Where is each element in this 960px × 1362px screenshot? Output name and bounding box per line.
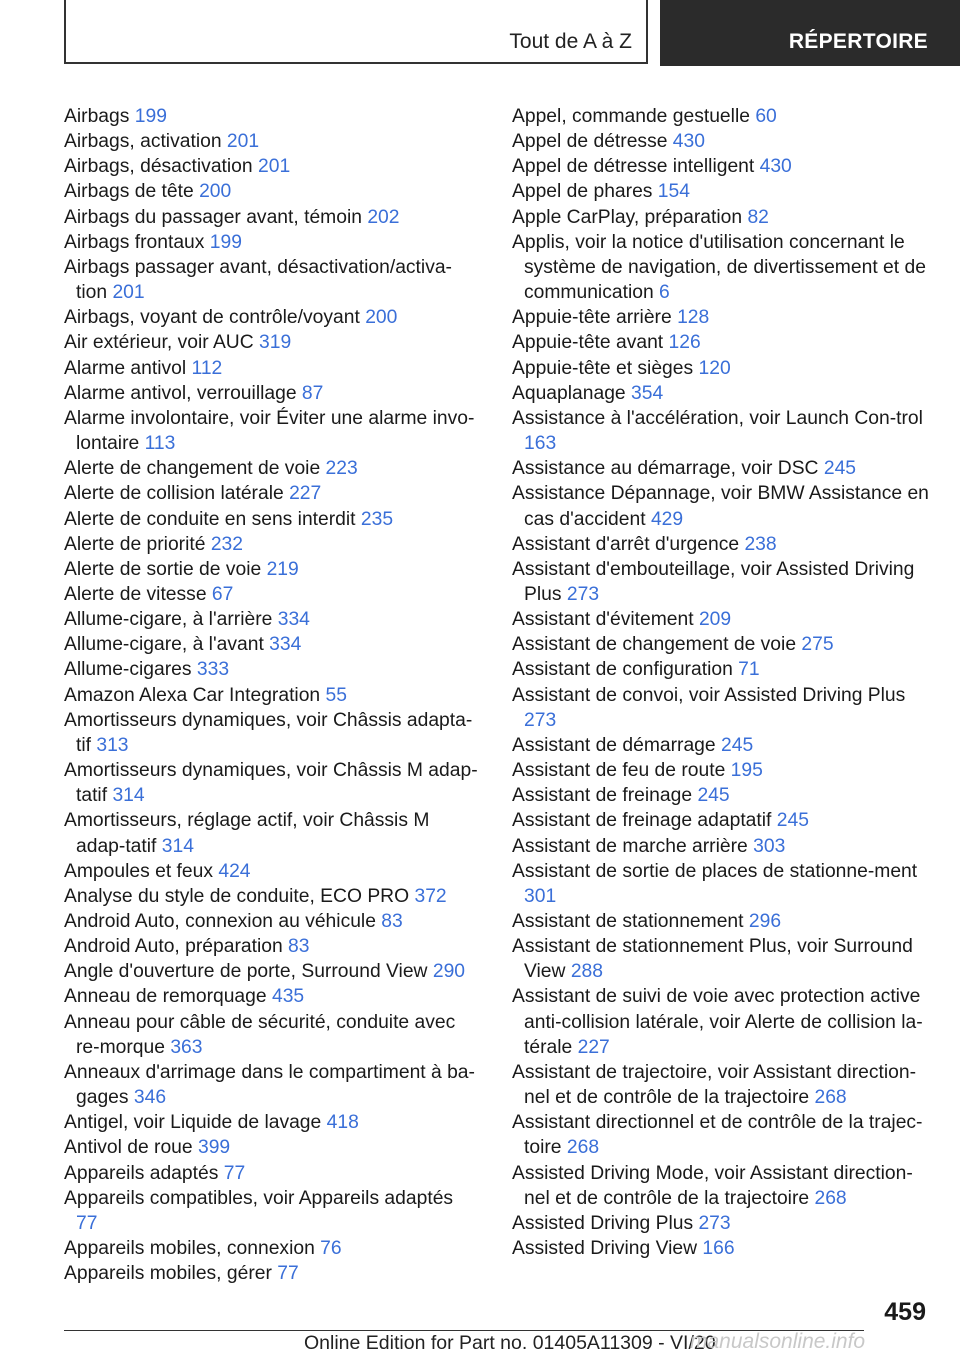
page-reference-link[interactable]: 296 (748, 911, 782, 932)
index-term: Appuie-tête et sièges (512, 357, 694, 379)
index-entry (512, 154, 932, 179)
index-entry (512, 808, 932, 833)
index-entry (512, 205, 932, 230)
page-reference-link[interactable]: 313 (96, 734, 129, 756)
chapter-tab-label: RÉPERTOIRE (788, 30, 928, 53)
index-term: Amortisseurs dynamiques, voir Châssis adapta-tif (64, 709, 473, 756)
index-entry (512, 783, 932, 808)
index-term: Aquaplanage (512, 382, 626, 404)
page-reference-link[interactable]: 200 (365, 307, 398, 329)
page-reference-link[interactable]: 399 (197, 1137, 231, 1159)
page-reference-link[interactable]: 219 (266, 558, 299, 580)
index-term: Alerte de vitesse (64, 583, 207, 605)
index-term: Assistant de convoi, voir Assisted Driving Plus (512, 684, 906, 706)
page-reference-link[interactable]: 268 (814, 1087, 847, 1109)
index-entry (512, 683, 932, 733)
page-reference-link[interactable]: 163 (524, 433, 557, 455)
index-entry (64, 657, 478, 682)
index-term: Appuie-tête arrière (512, 307, 672, 329)
page-reference-link[interactable]: 77 (76, 1212, 98, 1234)
page-reference-link[interactable]: 273 (524, 709, 557, 731)
index-entry (64, 884, 478, 909)
index-entry (64, 1186, 478, 1236)
page-reference-link[interactable]: 363 (170, 1036, 203, 1058)
index-entry (64, 381, 478, 406)
page-reference-link[interactable]: 290 (432, 961, 466, 983)
index-entry (64, 330, 478, 355)
page-reference-link[interactable]: 288 (570, 961, 603, 983)
page-reference-link[interactable]: 120 (698, 357, 731, 379)
page-reference-link[interactable]: 268 (566, 1137, 600, 1159)
index-entry (512, 179, 932, 204)
index-entry (512, 758, 932, 783)
page-reference-link[interactable]: 435 (271, 986, 305, 1008)
index-term: Assistance à l'accélération, voir Launch Con-trol (512, 407, 923, 429)
index-entry (64, 582, 478, 607)
page-reference-link[interactable]: 314 (161, 835, 194, 857)
page-reference-link[interactable]: 6 (659, 282, 670, 304)
index-term: Appuie-tête avant (512, 332, 664, 354)
index-entry (64, 557, 478, 582)
index-entry (64, 255, 478, 305)
section-tab[interactable] (64, 0, 648, 64)
index-entry (64, 984, 478, 1009)
index-entry (64, 1135, 478, 1160)
footer-edition: Online Edition for Part no. 01405A11309 - VI/20 (304, 1332, 716, 1354)
page-reference-link[interactable]: 55 (325, 684, 347, 706)
index-term: Alerte de sortie de voie (64, 558, 262, 580)
index-entry (64, 909, 478, 934)
index-entry (64, 205, 478, 230)
index-term: Airbags passager avant, désactivation/activa-tion (64, 256, 452, 304)
page-reference-link[interactable]: 83 (288, 936, 310, 958)
index-term: Appareils mobiles, connexion (64, 1238, 315, 1260)
index-entry (512, 456, 932, 481)
index-term: Apple CarPlay, préparation (512, 206, 743, 228)
page-reference-link[interactable]: 71 (738, 659, 760, 681)
index-entry (512, 330, 932, 355)
index-entry (64, 1161, 478, 1186)
index-entry (512, 129, 932, 154)
index-entry (512, 733, 932, 758)
page-reference-link[interactable]: 227 (289, 483, 322, 505)
index-entry (64, 808, 478, 858)
index-entry (512, 834, 932, 859)
index-entry (64, 129, 478, 154)
page-reference-link[interactable]: 430 (759, 156, 792, 178)
index-term: Assistance Dépannage, voir BMW Assistance en cas d'accident (512, 483, 929, 530)
page-reference-link[interactable]: 245 (697, 785, 730, 807)
index-column-left (64, 104, 478, 1286)
index-term: Assistant d'évitement (512, 609, 694, 631)
index-entry (512, 1236, 932, 1261)
index-column-right (512, 104, 932, 1261)
page-reference-link[interactable]: 166 (702, 1238, 735, 1260)
page-reference-link[interactable]: 301 (524, 885, 557, 907)
index-entry (512, 557, 932, 607)
page-reference-link[interactable]: 77 (277, 1263, 299, 1285)
index-entry (512, 1211, 932, 1236)
index-term: Assistant de démarrage (512, 734, 716, 756)
index-term: Alerte de conduite en sens interdit (64, 508, 356, 530)
index-entry (64, 154, 478, 179)
index-term: Assistant de stationnement (512, 911, 744, 932)
index-term: Assistant de configuration (512, 659, 733, 681)
page-reference-link[interactable]: 372 (414, 885, 447, 907)
index-term: Airbags (64, 106, 130, 127)
index-term: Airbags, voyant de contrôle/voyant (64, 307, 360, 329)
page-reference-link[interactable]: 82 (747, 206, 769, 228)
page-reference-link[interactable]: 303 (753, 835, 786, 857)
page-reference-link[interactable]: 334 (269, 634, 302, 656)
index-term: Alerte de collision latérale (64, 483, 284, 505)
page-reference-link[interactable]: 209 (698, 609, 732, 631)
index-entry (512, 230, 932, 305)
page-reference-link[interactable]: 126 (668, 332, 701, 354)
index-term: Assistant de suivi de voie avec protection active anti-collision latérale, voir Alerte de collision la-térale (512, 986, 923, 1058)
index-term: Assistant de feu de route (512, 760, 726, 782)
index-term: Anneau pour câble de sécurité, conduite avec re-morque (64, 1011, 456, 1058)
index-entry (512, 632, 932, 657)
index-term: Assistant d'embouteillage, voir Assisted Driving Plus (512, 558, 915, 605)
index-entry (512, 381, 932, 406)
page-reference-link[interactable]: 112 (191, 357, 223, 379)
index-term: Analyse du style de conduite, ECO PRO (64, 885, 410, 907)
index-term: Assistant de changement de voie (512, 634, 797, 656)
page-reference-link[interactable]: 199 (209, 231, 242, 253)
index-term: Amortisseurs, réglage actif, voir Châssis M adap-tatif (64, 810, 430, 857)
index-entry (64, 959, 478, 984)
page-reference-link[interactable]: 334 (277, 609, 310, 631)
index-term: Air extérieur, voir AUC (64, 332, 254, 354)
page-reference-link[interactable]: 201 (226, 131, 260, 153)
index-term: Assisted Driving Mode, voir Assistant direction-nel et de contrôle de la trajectoire (512, 1162, 913, 1209)
page-reference-link[interactable]: 128 (677, 307, 710, 329)
index-term: Appareils compatibles, voir Appareils adaptés (64, 1187, 454, 1209)
index-entry (64, 1261, 478, 1286)
index-term: Alarme antivol, verrouillage (64, 382, 297, 404)
index-term: Applis, voir la notice d'utilisation concernant le système de navigation, de divertissement et de communication (512, 231, 926, 304)
index-term: Assistant de sortie de places de stationne-ment (512, 860, 918, 882)
chapter-tab[interactable] (660, 0, 960, 66)
index-term: Amazon Alexa Car Integration (64, 684, 321, 706)
index-entry (64, 456, 478, 481)
index-entry (64, 607, 478, 632)
watermark: manualsonline.info (690, 1330, 866, 1353)
page-reference-link[interactable]: 418 (326, 1112, 359, 1134)
page-reference-link[interactable]: 154 (657, 181, 690, 203)
index-term: Alarme antivol (64, 357, 187, 379)
index-term: Assistant de freinage (512, 785, 693, 807)
index-term: Assistant de marche arrière (512, 835, 748, 857)
index-term: Assisted Driving View (512, 1238, 698, 1260)
index-term: Assistant directionnel et de contrôle de la trajec-toire (512, 1112, 923, 1159)
index-term: Airbags du passager avant, témoin (64, 206, 362, 228)
index-entry (64, 708, 478, 758)
page-reference-link[interactable]: 83 (381, 911, 403, 932)
page-reference-link[interactable]: 76 (320, 1238, 342, 1260)
index-term: Appareils mobiles, gérer (64, 1263, 272, 1285)
index-entry (512, 1060, 932, 1110)
page-reference-link[interactable]: 87 (301, 382, 324, 404)
page-reference-link[interactable]: 113 (144, 433, 176, 455)
index-entry (64, 1236, 478, 1261)
page-reference-link[interactable]: 245 (823, 458, 857, 480)
page-reference-link[interactable]: 223 (325, 458, 358, 480)
index-entry (64, 934, 478, 959)
page-reference-link[interactable]: 424 (218, 860, 251, 882)
index-entry (512, 481, 932, 531)
index-term: Airbags frontaux (64, 231, 205, 253)
index-entry (512, 406, 932, 456)
section-tab-label: Tout de A à Z (509, 30, 632, 53)
index-term: Airbags de tête (64, 181, 194, 203)
index-entry (64, 1110, 478, 1135)
index-term: Allume-cigares (64, 659, 192, 681)
page-reference-link[interactable]: 201 (112, 282, 145, 304)
page-header (0, 0, 960, 66)
index-term: Allume-cigare, à l'avant (64, 634, 264, 656)
page-reference-link[interactable]: 333 (196, 659, 230, 681)
page-reference-link[interactable]: 202 (367, 206, 400, 228)
index-term: Android Auto, préparation (64, 936, 283, 958)
index-entry (64, 683, 478, 708)
index-term: Amortisseurs dynamiques, voir Châssis M adap-tatif (64, 760, 478, 807)
index-term: Airbags, activation (64, 131, 222, 153)
index-term: Appel, commande gestuelle (512, 106, 750, 127)
index-entry (512, 532, 932, 557)
page-reference-link[interactable]: 319 (259, 332, 292, 354)
page-reference-link[interactable]: 201 (258, 156, 291, 178)
index-entry (64, 356, 478, 381)
index-entry (64, 1010, 478, 1060)
page-reference-link[interactable]: 273 (698, 1212, 731, 1234)
index-entry (512, 305, 932, 330)
index-entry (64, 859, 478, 884)
index-term: Angle d'ouverture de porte, Surround View (64, 961, 428, 983)
index-term: Assistant de stationnement Plus, voir Surround View (512, 936, 913, 983)
page-reference-link[interactable]: 245 (776, 810, 809, 832)
index-term: Anneau de remorquage (64, 986, 267, 1008)
index-term: Ampoules et feux (64, 860, 213, 882)
index-entry (512, 859, 932, 909)
index-term: Appel de phares (512, 181, 653, 203)
page-reference-link[interactable]: 199 (134, 106, 167, 127)
index-entry (64, 532, 478, 557)
index-term: Airbags, désactivation (64, 156, 253, 178)
index-term: Alerte de changement de voie (64, 458, 321, 480)
index-term: Antivol de roue (64, 1137, 193, 1159)
index-term: Appel de détresse intelligent (512, 156, 755, 178)
index-entry (64, 305, 478, 330)
page-reference-link[interactable]: 235 (360, 508, 394, 530)
index-entry (512, 356, 932, 381)
page-reference-link[interactable]: 227 (577, 1036, 610, 1058)
page-reference-link[interactable]: 60 (755, 106, 777, 127)
index-term: Antigel, voir Liquide de lavage (64, 1112, 322, 1134)
page-reference-link[interactable]: 195 (730, 760, 763, 782)
index-entry (512, 984, 932, 1059)
index-term: Allume-cigare, à l'arrière (64, 609, 273, 631)
page-reference-link[interactable]: 232 (210, 533, 243, 555)
page-reference-link[interactable]: 314 (112, 785, 145, 807)
index-entry (64, 481, 478, 506)
page-reference-link[interactable]: 77 (223, 1162, 246, 1184)
index-term: Assistance au démarrage, voir DSC (512, 458, 819, 480)
page-reference-link[interactable]: 346 (133, 1087, 167, 1109)
index-term: Appareils adaptés (64, 1162, 219, 1184)
page-reference-link[interactable]: 200 (199, 181, 232, 203)
page-number: 459 (884, 1298, 926, 1326)
index-entry (64, 230, 478, 255)
index-entry (512, 934, 932, 984)
index-term: Alarme involontaire, voir Éviter une alarme invo-lontaire (64, 407, 475, 455)
index-entry (512, 1161, 932, 1211)
index-entry (512, 657, 932, 682)
page-reference-link[interactable]: 67 (211, 583, 234, 605)
page-reference-link[interactable]: 430 (672, 131, 705, 153)
index-term: Android Auto, connexion au véhicule (64, 911, 376, 932)
index-entry (64, 1060, 478, 1110)
index-entry (64, 758, 478, 808)
page-reference-link[interactable]: 245 (721, 734, 754, 756)
page-reference-link[interactable]: 275 (801, 634, 834, 656)
page-reference-link[interactable]: 268 (814, 1187, 847, 1209)
page-reference-link[interactable]: 238 (744, 533, 777, 555)
index-entry (64, 179, 478, 204)
index-entry (64, 104, 478, 129)
index-entry (64, 507, 478, 532)
index-entry (512, 104, 932, 129)
page-reference-link[interactable]: 354 (631, 382, 664, 404)
index-term: Assistant d'arrêt d'urgence (512, 533, 740, 555)
index-entry (64, 406, 478, 456)
index-entry (64, 632, 478, 657)
index-term: Assisted Driving Plus (512, 1212, 694, 1234)
page-reference-link[interactable]: 429 (650, 508, 684, 530)
index-entry (512, 909, 932, 934)
index-entry (512, 607, 932, 632)
index-entry (512, 1110, 932, 1160)
index-term: Appel de détresse (512, 131, 668, 153)
index-term: Anneaux d'arrimage dans le compartiment à ba-gages (64, 1061, 475, 1109)
index-term: Assistant de freinage adaptatif (512, 810, 772, 832)
page-reference-link[interactable]: 273 (566, 583, 600, 605)
index-term: Alerte de priorité (64, 533, 206, 555)
index-term: Assistant de trajectoire, voir Assistant direction-nel et de contrôle de la trajectoire (512, 1061, 917, 1109)
